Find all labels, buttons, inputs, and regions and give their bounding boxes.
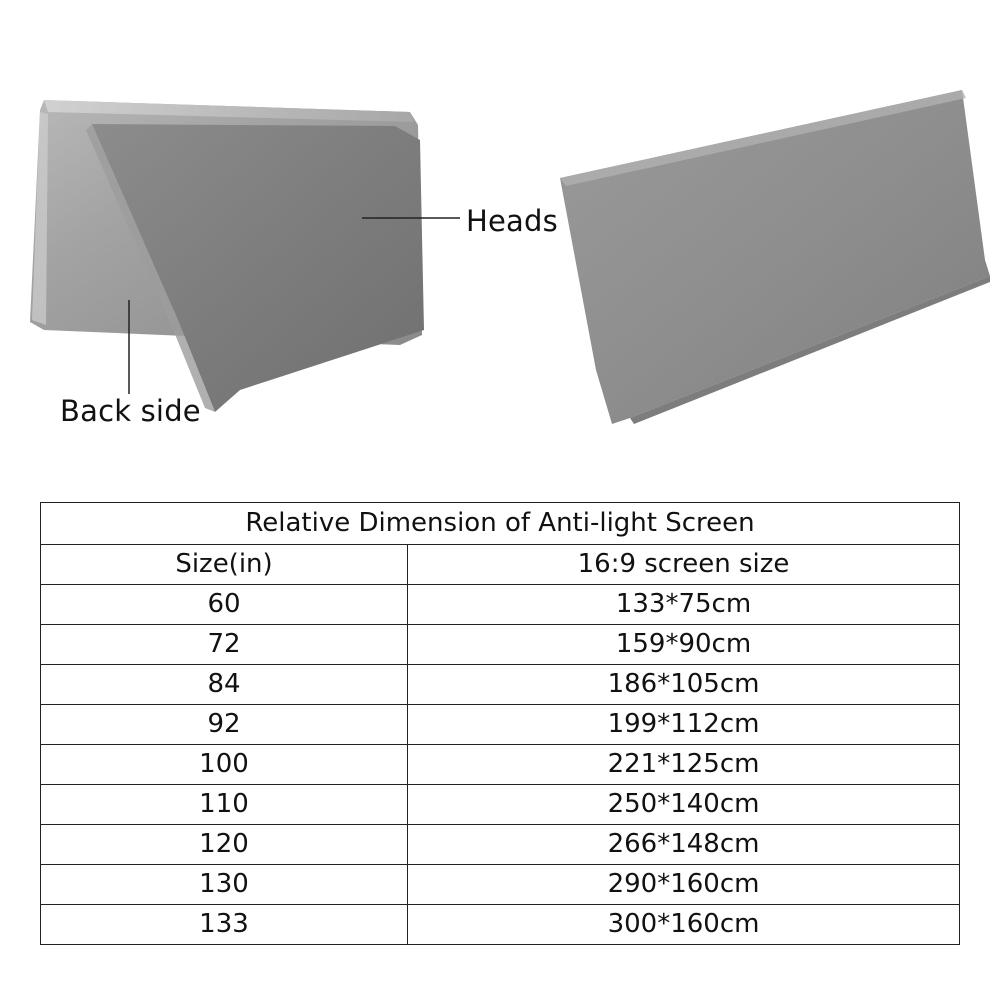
back-side-label: Back side	[60, 394, 201, 428]
size-cell: 92	[41, 705, 408, 745]
table-row	[41, 705, 960, 745]
screen-size-cell: 221*125cm	[408, 745, 960, 785]
table-row	[41, 585, 960, 625]
flat-screen-photo	[560, 90, 990, 424]
size-cell: 130	[41, 865, 408, 905]
table-row	[41, 625, 960, 665]
heads-label: Heads	[466, 204, 558, 238]
screen-size-cell: 159*90cm	[408, 625, 960, 665]
dimension-table	[40, 502, 960, 945]
size-cell: 100	[41, 745, 408, 785]
screen-size-cell: 250*140cm	[408, 785, 960, 825]
table-row	[41, 865, 960, 905]
table-row	[41, 905, 960, 945]
column-header-screen-size: 16:9 screen size	[408, 545, 960, 585]
screen-size-cell: 290*160cm	[408, 865, 960, 905]
table-row	[41, 665, 960, 705]
size-cell: 60	[41, 585, 408, 625]
screen-size-cell: 133*75cm	[408, 585, 960, 625]
size-cell: 110	[41, 785, 408, 825]
table-header-row	[41, 545, 960, 585]
table-row	[41, 745, 960, 785]
size-cell: 72	[41, 625, 408, 665]
table-title-row	[41, 503, 960, 545]
table-row	[41, 785, 960, 825]
screen-size-cell: 186*105cm	[408, 665, 960, 705]
size-cell: 120	[41, 825, 408, 865]
screen-size-cell: 199*112cm	[408, 705, 960, 745]
size-cell: 84	[41, 665, 408, 705]
folded-screen-photo	[30, 100, 460, 412]
column-header-size: Size(in)	[41, 545, 408, 585]
table-row	[41, 825, 960, 865]
screen-size-cell: 300*160cm	[408, 905, 960, 945]
table-title: Relative Dimension of Anti-light Screen	[41, 503, 960, 545]
screen-size-cell: 266*148cm	[408, 825, 960, 865]
size-cell: 133	[41, 905, 408, 945]
